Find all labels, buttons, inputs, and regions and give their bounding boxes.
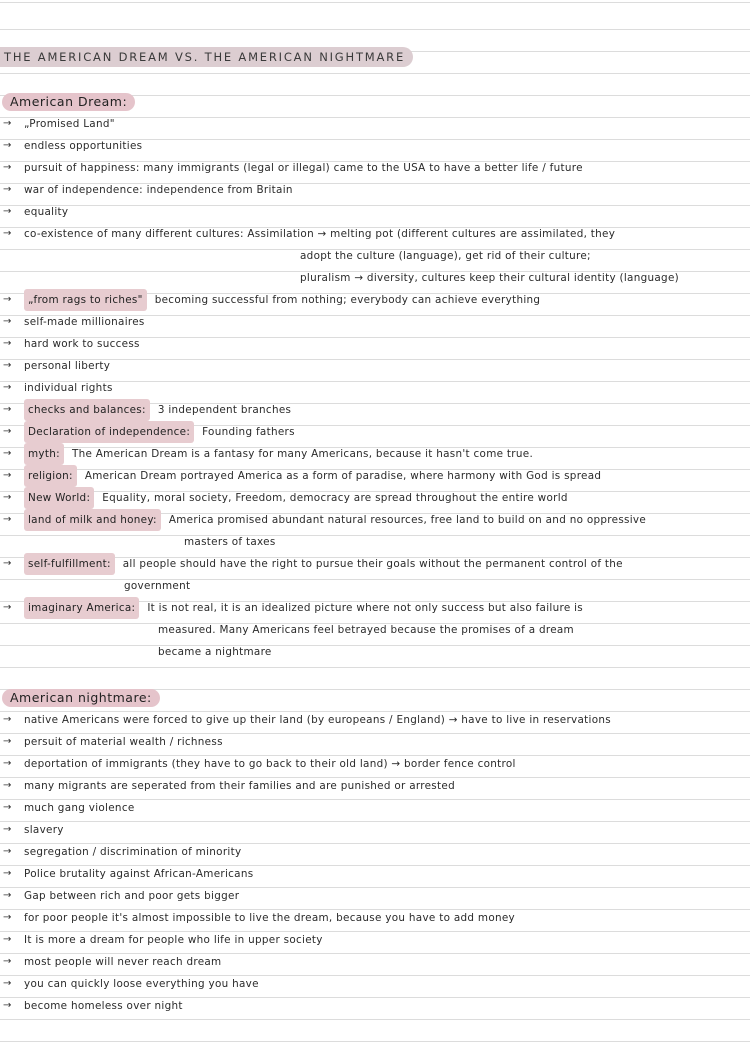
arrow-icon: →	[3, 382, 12, 393]
list-item	[0, 709, 750, 731]
arrow-icon: →	[3, 890, 12, 901]
line-text: many migrants are seperated from their families and are punished or arrested	[24, 780, 455, 792]
list-item	[0, 531, 750, 553]
list-item	[0, 465, 750, 487]
arrow-icon: →	[3, 360, 12, 371]
list-item	[0, 135, 750, 157]
arrow-icon: →	[3, 118, 12, 129]
arrow-icon: →	[3, 868, 12, 879]
arrow-icon: →	[3, 294, 12, 305]
section-heading-american-dream: American Dream:	[2, 93, 135, 111]
line-text: personal liberty	[24, 360, 111, 372]
list-item	[0, 179, 750, 201]
line-text: native Americans were forced to give up their land (by europeans / England) → have to live in reservations	[24, 714, 611, 726]
line-text: becoming successful from nothing; everybody can achieve everything	[154, 294, 541, 306]
arrow-icon: →	[3, 470, 12, 481]
highlighted-term: checks and balances:	[24, 399, 150, 421]
line-text: persuit of material wealth / richness	[24, 736, 223, 748]
arrow-icon: →	[3, 140, 12, 151]
list-item	[0, 641, 750, 663]
list-item	[0, 267, 750, 289]
arrow-icon: →	[3, 162, 12, 173]
arrow-icon: →	[3, 228, 12, 239]
arrow-icon: →	[3, 404, 12, 415]
line-text: Founding fathers	[202, 426, 295, 438]
arrow-icon: →	[3, 492, 12, 503]
arrow-icon: →	[3, 956, 12, 967]
line-text: deportation of immigrants (they have to go back to their old land) → border fence control	[24, 758, 516, 770]
arrow-icon: →	[3, 758, 12, 769]
line-text: America promised abundant natural resources, free land to build on and no oppressive	[168, 514, 647, 526]
list-item	[0, 443, 750, 465]
line-text: measured. Many Americans feel betrayed because the promises of a dream	[158, 624, 574, 636]
highlighted-term: land of milk and honey:	[24, 509, 161, 531]
line-text: slavery	[24, 824, 64, 836]
line-text: pursuit of happiness: many immigrants (legal or illegal) came to the USA to have a better life / future	[24, 162, 583, 174]
list-item	[0, 245, 750, 267]
list-item	[0, 113, 750, 135]
list-item	[0, 311, 750, 333]
list-item	[0, 619, 750, 641]
highlighted-term: self-fulfillment:	[24, 553, 115, 575]
arrow-icon: →	[3, 1000, 12, 1011]
line-text: for poor people it's almost impossible to live the dream, because you have to add money	[24, 912, 515, 924]
line-text: all people should have the right to pursue their goals without the permanent control of the	[122, 558, 623, 570]
line-text: self-made millionaires	[24, 316, 145, 328]
list-item	[0, 951, 750, 973]
line-text: adopt the culture (language), get rid of their culture;	[300, 250, 591, 262]
line-text: individual rights	[24, 382, 113, 394]
arrow-icon: →	[3, 912, 12, 923]
arrow-icon: →	[3, 338, 12, 349]
list-item	[0, 973, 750, 995]
line-text: pluralism → diversity, cultures keep their cultural identity (language)	[300, 272, 679, 284]
arrow-icon: →	[3, 448, 12, 459]
list-item	[0, 333, 750, 355]
line-text: become homeless over night	[24, 1000, 183, 1012]
line-text: government	[124, 580, 191, 592]
list-item	[0, 377, 750, 399]
line-text: It is more a dream for people who life in upper society	[24, 934, 323, 946]
highlighted-term: imaginary America:	[24, 597, 139, 619]
arrow-icon: →	[3, 978, 12, 989]
line-text: endless opportunities	[24, 140, 143, 152]
arrow-icon: →	[3, 316, 12, 327]
arrow-icon: →	[3, 802, 12, 813]
arrow-icon: →	[3, 514, 12, 525]
list-item	[0, 223, 750, 245]
list-item	[0, 201, 750, 223]
highlighted-term: religion:	[24, 465, 77, 487]
line-text: It is not real, it is an idealized picture where not only success but also failure is	[147, 602, 584, 614]
list-item	[0, 929, 750, 951]
arrow-icon: →	[3, 736, 12, 747]
list-item	[0, 289, 750, 311]
line-text: much gang violence	[24, 802, 135, 814]
list-item	[0, 819, 750, 841]
list-item	[0, 775, 750, 797]
list-item	[0, 863, 750, 885]
arrow-icon: →	[3, 780, 12, 791]
list-item	[0, 509, 750, 531]
highlighted-term: New World:	[24, 487, 94, 509]
section-heading-american-nightmare: American nightmare:	[2, 689, 160, 707]
line-text: co-existence of many different cultures: Assimilation → melting pot (different cultures are assimilated, they	[24, 228, 616, 240]
page-title: THE AMERICAN DREAM VS. THE AMERICAN NIGHTMARE	[0, 47, 413, 67]
list-item	[0, 157, 750, 179]
line-text: Police brutality against African-Americans	[24, 868, 254, 880]
arrow-icon: →	[3, 934, 12, 945]
arrow-icon: →	[3, 184, 12, 195]
list-item	[0, 553, 750, 575]
arrow-icon: →	[3, 206, 12, 217]
line-text: war of independence: independence from Britain	[24, 184, 293, 196]
list-item	[0, 995, 750, 1017]
list-item	[0, 575, 750, 597]
list-item	[0, 797, 750, 819]
line-text: became a nightmare	[158, 646, 272, 658]
line-text: most people will never reach dream	[24, 956, 222, 968]
line-text: 3 independent branches	[157, 404, 292, 416]
highlighted-term: myth:	[24, 443, 64, 465]
list-item	[0, 421, 750, 443]
line-text: „Promised Land"	[24, 118, 115, 130]
highlighted-term: „from rags to riches"	[24, 289, 147, 311]
arrow-icon: →	[3, 824, 12, 835]
highlighted-term: Declaration of independence:	[24, 421, 194, 443]
list-item	[0, 597, 750, 619]
list-item	[0, 355, 750, 377]
line-text: equality	[24, 206, 69, 218]
list-item	[0, 907, 750, 929]
arrow-icon: →	[3, 846, 12, 857]
list-item	[0, 753, 750, 775]
list-item	[0, 399, 750, 421]
list-item	[0, 841, 750, 863]
line-text: segregation / discrimination of minority	[24, 846, 242, 858]
line-text: masters of taxes	[184, 536, 276, 548]
line-text: you can quickly loose everything you have	[24, 978, 259, 990]
line-text: Equality, moral society, Freedom, democracy are spread throughout the entire world	[102, 492, 568, 504]
arrow-icon: →	[3, 714, 12, 725]
list-item	[0, 885, 750, 907]
list-item	[0, 487, 750, 509]
line-text: Gap between rich and poor gets bigger	[24, 890, 240, 902]
line-text: American Dream portrayed America as a form of paradise, where harmony with God is spread	[84, 470, 602, 482]
list-item	[0, 731, 750, 753]
line-text: hard work to success	[24, 338, 140, 350]
line-text: The American Dream is a fantasy for many Americans, because it hasn't come true.	[71, 448, 534, 460]
arrow-icon: →	[3, 426, 12, 437]
arrow-icon: →	[3, 558, 12, 569]
arrow-icon: →	[3, 602, 12, 613]
